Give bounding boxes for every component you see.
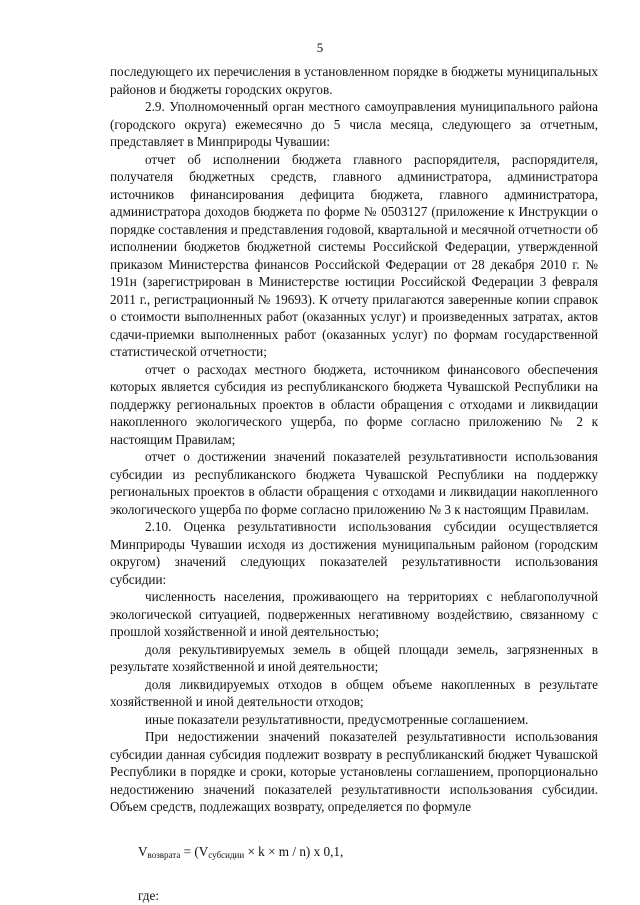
- paragraph-2-9: 2.9. Уполномоченный орган местного самоуправления муниципального района (городского округа) ежемесячно до 5 числа месяца, следующего за отчетным, представляет в Минприроды Чувашии:: [110, 99, 598, 149]
- formula-lhs-symbol: V: [138, 843, 148, 859]
- indicator-other: иные показатели результативности, предусмотренные соглашением.: [145, 711, 529, 727]
- paragraph-budget-report: отчет об исполнении бюджета главного распорядителя, распорядителя, получателя бюджетных средств, главного администратора, администратора источников финансирования дефицита бюджета, главного администратора, администратора доходов бюджета по форме № 0503127 (приложение к Инструкции о порядке составления и представления годовой, квартальной и месячной отчетности об исполнении бюджетов бюджетной системы Российской Федерации, утвержденной приказом Министерства финансов Российской Федерации от 28 декабря 2010 г. № 191н (зарегистрирован в Министерстве юстиции Российской Федерации 3 февраля 2011 г., регистрационный № 19693). К отчету прилагаются заверенные копии справок о стоимости выполненных работ (оказанных услуг) и произведенных затратах, актов сдачи-приемки выполненных работ (оказанных услуг) по формам государственной статистической отчетности;: [110, 151, 598, 359]
- indicator-population: численность населения, проживающего на территориях с неблагополучной экологической ситуацией, подверженных негативному воздействию, связанному с прошлой хозяйственной и иной деятельностью;: [110, 589, 598, 639]
- paragraph-continuation: последующего их перечисления в установленном порядке в бюджеты муниципальных районов и бюджеты городских округов.: [110, 64, 598, 97]
- return-formula: [110, 843, 598, 861]
- paragraph-expense-report: отчет о расходах местного бюджета, источником финансового обеспечения которых является субсидия из республиканского бюджета Чувашской Республики на поддержку региональных проектов в области обращения с отходами и ликвидации накопленного экологического ущерба, по форме согласно приложению № 2 к настоящим Правилам;: [110, 361, 598, 447]
- indicator-recultivated-land: доля рекультивируемых земель в общей площади земель, загрязненных в результате хозяйственной и иной деятельности;: [110, 641, 598, 674]
- paragraph-return-rule: При недостижении значений показателей результативности использования субсидии данная субсидия подлежит возврату в республиканский бюджет Чувашской Республики в порядке и сроки, которые установлены соглашением, пропорционально недостижению значений показателей результативности использования субсидии. Объем средств, подлежащих возврату, определяется по формуле: [110, 729, 598, 814]
- paragraph-performance-report: отчет о достижении значений показателей результативности использования субсидии из республиканского бюджета Чувашской Республики на поддержку региональных проектов в области обращения с отходами и ликвидации накопленного экологического ущерба по форме согласно приложению № 3 к настоящим Правилам.: [110, 449, 598, 517]
- formula-rhs-symbol: V: [198, 843, 209, 859]
- page-number: 5: [316, 40, 324, 55]
- formula-equals: = (: [180, 843, 199, 859]
- where-label: где:: [138, 887, 159, 903]
- paragraph-2-10: 2.10. Оценка результативности использования субсидии осуществляется Минприроды Чувашии исходя из достижения муниципальным районом (городским округом) значений следующих показателей результативности использования субсидии:: [110, 519, 598, 587]
- indicator-liquidated-waste: доля ликвидируемых отходов в общем объеме накопленных в результате хозяйственной и иной деятельности отходов;: [110, 676, 598, 709]
- formula-lhs-subscript: возврата: [147, 849, 181, 860]
- formula-rhs-subscript: субсидии: [208, 849, 245, 860]
- formula-rest: × k × m / n) x 0,1,: [244, 843, 344, 859]
- document-body: [110, 63, 598, 905]
